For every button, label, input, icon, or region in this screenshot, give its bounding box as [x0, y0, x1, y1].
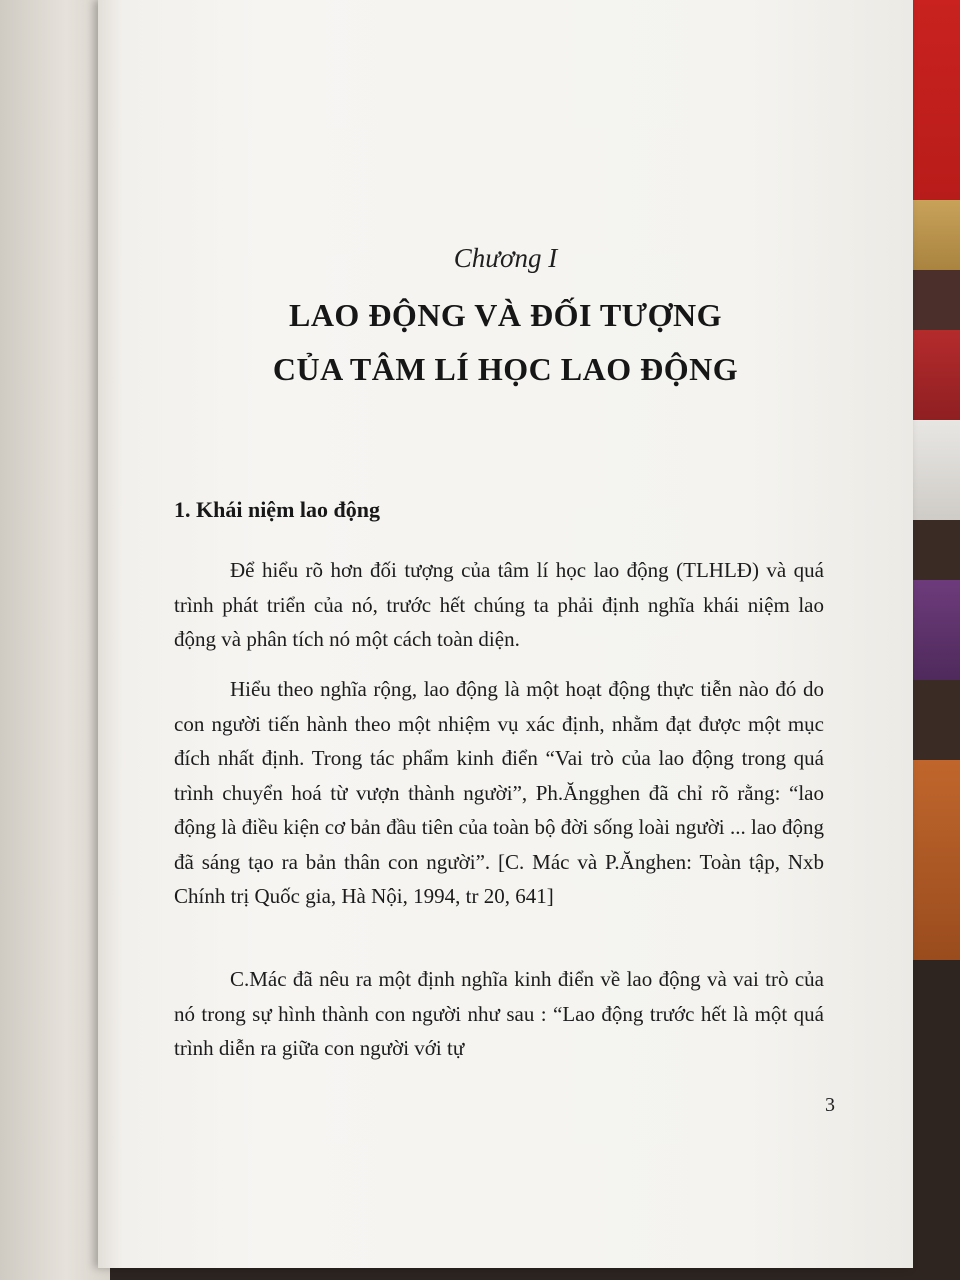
book-page: [98, 0, 913, 1268]
chapter-title-line-2: CỦA TÂM LÍ HỌC LAO ĐỘNG: [272, 351, 739, 387]
chapter-title-line-1: LAO ĐỘNG VÀ ĐỐI TƯỢNG: [288, 297, 723, 333]
adjacent-page: [0, 0, 110, 1280]
paragraph-2: Hiểu theo nghĩa rộng, lao động là một hoạt động thực tiễn nào đó do con người tiến hành theo một nhiệm vụ xác định, nhằm đạt được một mục đích nhất định. Trong tác phẩm kinh điển “Vai trò của lao động trong quá trình chuyển hoá từ vượn thành người”, Ph.Ăngghen đã chỉ rõ rằng: “lao động là điều kiện cơ bản đầu tiên của toàn bộ đời sống loài người ... lao động đã sáng tạo ra bản thân con người”. [C. Mác và P.Ănghen: Toàn tập, Nxb Chính trị Quốc gia, Hà Nội, 1994, tr 20, 641]: [174, 677, 824, 908]
paragraph-1: Để hiểu rõ hơn đối tượng của tâm lí học lao động (TLHLĐ) và quá trình phát triển của nó, trước hết chúng ta phải định nghĩa khái niệm lao động và phân tích nó một cách toàn diện.: [174, 558, 824, 651]
section-heading: 1. Khái niệm lao động: [174, 497, 380, 522]
page-number: 3: [825, 1094, 835, 1116]
paragraph-3: C.Mác đã nêu ra một định nghĩa kinh điển về lao động và vai trò của nó trong sự hình thành con người như sau : “Lao động trước hết là một quá trình diễn ra giữa con người với tự: [174, 967, 824, 1060]
chapter-label: Chương I: [453, 243, 558, 273]
